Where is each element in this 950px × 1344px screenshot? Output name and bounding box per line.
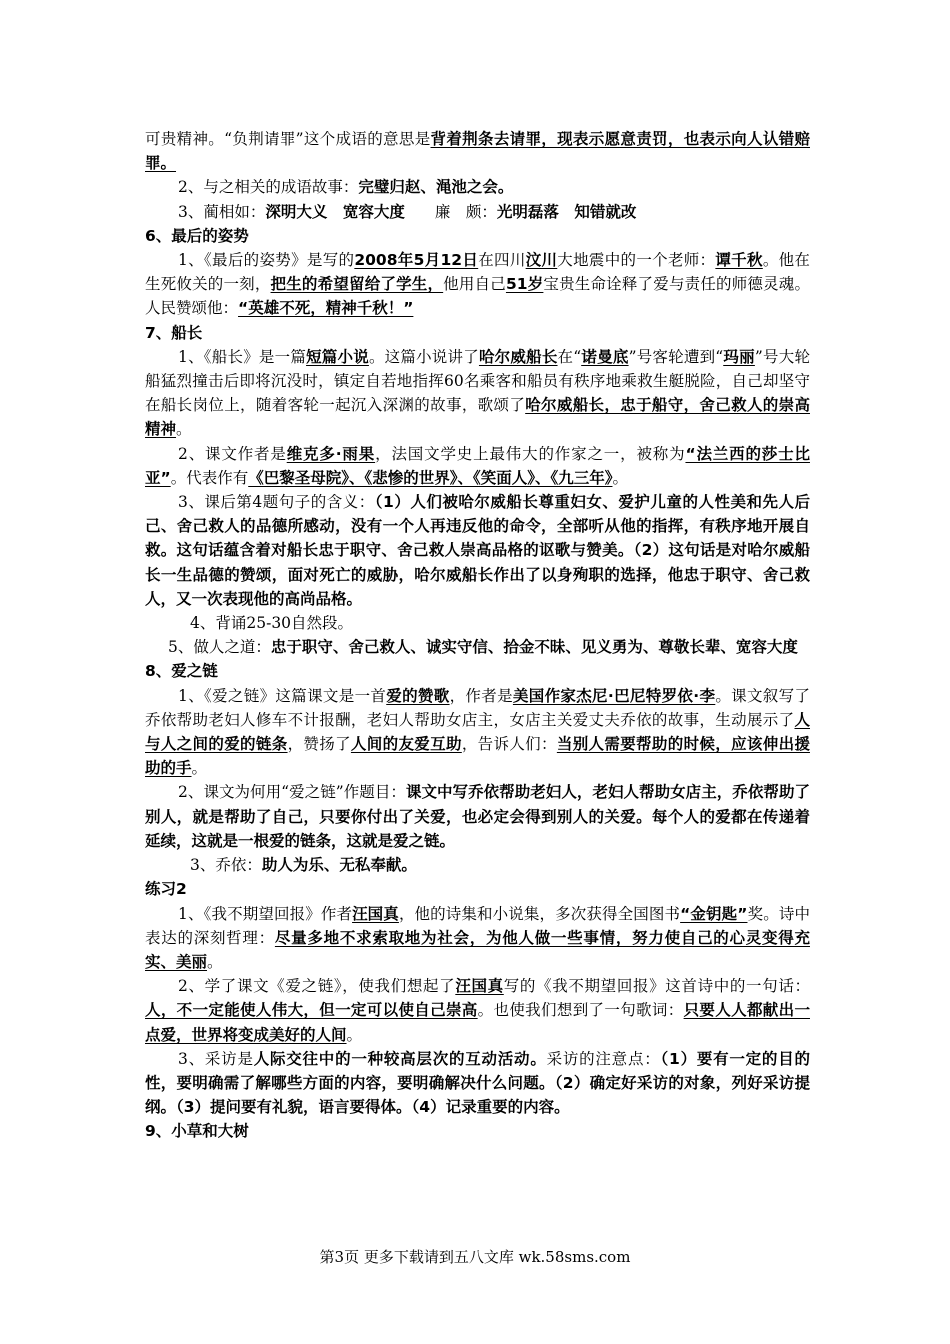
answer-text: 深明大义 宽容大度 (265, 202, 405, 221)
text-run: 。代表作有 (170, 468, 249, 487)
answer-text: 美国作家杰尼·巴尼特罗依·李 (512, 686, 716, 705)
section-7-paragraph-2 (145, 442, 810, 490)
text-run: 2、与之相关的成语故事： (178, 178, 359, 197)
section-8-paragraph-1 (145, 684, 810, 781)
text-run: 他用自己 (443, 275, 506, 294)
text-run: 。 (207, 952, 223, 971)
text-run: 5、做人之道： (168, 638, 271, 657)
answer-text: 哈尔威船长，忠于船守，舍己救人的崇高精神 (145, 396, 810, 439)
section-6-paragraph (145, 248, 810, 321)
text-run: 3、蔺相如： (178, 202, 266, 221)
section-heading-exercise-2: 练习2 (145, 880, 187, 899)
text-run: ”号大轮船猛烈撞击后即将沉没时，镇定自若地指挥60名乘客和船员有秩序地乘救生艇脱险，自己却坚守在船长岗位上，随着客轮一起沉入深渊的故事，歌颂了 (145, 347, 810, 415)
text-run: 3、采访是 (178, 1049, 254, 1068)
text-run: 。这篇小说讲了 (368, 347, 479, 366)
answer-text: 只要人人都献出一点爱，世界将变成美好的人间 (145, 1001, 810, 1044)
text-run: 。他在生死攸关的一刻， (145, 251, 810, 294)
section-7-paragraph-5 (145, 635, 810, 659)
answer-text: 当别人需要帮助的时候，应该伸出援助的手 (145, 735, 810, 778)
answer-text: 诺曼底 (581, 347, 629, 366)
answer-text: 汪国真 (455, 977, 504, 996)
text-run: 大地震中的一个老师： (557, 251, 716, 270)
text-run: ”号客轮遭到“ (628, 347, 724, 366)
page-content (145, 127, 810, 1144)
page-footer: 第3页 更多下载请到五八文库 wk.58sms.com (319, 1248, 631, 1266)
answer-text: 维克多·雨果 (286, 444, 376, 463)
answer-text: 人，不一定能使人伟大，但一定可以使自己崇高 (145, 1001, 478, 1020)
section-8-paragraph-3 (145, 853, 810, 877)
answer-text: “金钥匙” (680, 904, 748, 923)
text-run: 。也使我们想到了一句歌词： (477, 1001, 684, 1020)
section-heading-9: 9、小草和大树 (145, 1122, 249, 1141)
text-run: 。课文叙写了乔依帮助老妇人修车不计报酬，老妇人帮助女店主，女店主关爱丈夫乔依的故事，生动展示了 (145, 686, 810, 729)
answer-text: 51岁 (505, 275, 544, 294)
answer-text: 玛丽 (723, 347, 755, 366)
intro-item-3 (145, 200, 810, 224)
answer-text: （1）人们被哈尔威船长尊重妇女、爱护儿童的人性美和先人后己、舍己救人的品德所感动，没有一个人再违反他的命令，全部听从他的指挥，有秩序地开展自救。这句话蕴含着对船长忠于职守、舍己救人崇高品格的讴歌与赞美。（2）这句话是对哈尔威船长一生品德的赞颂，面对死亡的威胁，哈尔威船长作出了以身殉职的选择，他忠于职守、舍己救人，又一次表现他的高尚品格。 (145, 493, 810, 608)
answer-text: 背着荆条去请罪，现表示愿意责罚，也表示向人认错赔罪。 (145, 130, 810, 173)
answer-text: 短篇小说 (306, 347, 369, 366)
answer-text: 汪国真 (352, 904, 399, 923)
text-run: 1、《最后的姿势》是写的 (178, 251, 355, 270)
text-run: 采访的注意点： (546, 1049, 661, 1068)
answer-text: （1）要有一定的目的性，要明确需了解哪些方面的内容，要明确解决什么问题。（2）确定好采访的对象，列好采访提纲。（3）提问要有礼貌，语言要得体。（4）记录重要的内容。 (145, 1049, 810, 1117)
answer-text: “英雄不死，精神千秋！” (238, 299, 414, 318)
answer-text: 哈尔威船长 (478, 347, 558, 366)
text-run: ，赞扬了 (287, 735, 351, 754)
section-7-paragraph-4: 4、背诵25-30自然段。 (190, 614, 354, 633)
answer-text: 汶川 (525, 251, 558, 270)
text-run: 在“ (557, 347, 582, 366)
answer-text: 爱的赞歌 (386, 686, 450, 705)
text-run: 3、课后第4题句子的含义： (178, 493, 375, 512)
text-run: 奖。诗中表达的深刻哲理： (145, 904, 810, 947)
text-run: 廉 颇： (434, 202, 497, 221)
text-run: 。 (346, 1025, 363, 1044)
answer-text: 谭千秋 (715, 251, 763, 270)
answer-text: 光明磊落 知错就改 (496, 202, 637, 221)
text-run: 3、乔依： (190, 856, 262, 875)
answer-text: 《巴黎圣母院》、《悲惨的世界》、《笑面人》、《九三年》 (248, 468, 613, 487)
exercise-2-paragraph-2 (145, 974, 810, 1047)
section-7-paragraph-1 (145, 345, 810, 442)
text-run: 1、《船长》是一篇 (178, 347, 307, 366)
text-run: 宝贵生命诠释了爱与责任的师德灵魂。人民赞颂他： (145, 275, 810, 318)
answer-text: 2008年5月12日 (354, 251, 479, 270)
intro-paragraph (145, 127, 810, 175)
answer-text: 助人为乐、无私奉献。 (261, 856, 417, 875)
answer-text: 人间的友爱互助 (350, 735, 462, 754)
text-run: 。 (612, 468, 628, 487)
section-7-paragraph-3 (145, 490, 810, 611)
answer-text: 完璧归赵、渑池之会。 (358, 178, 514, 197)
text-run: 。 (176, 420, 192, 439)
text-run: 可贵精神。“负荆请罪”这个成语的意思是 (145, 130, 431, 148)
section-heading-8: 8、爱之链 (145, 662, 218, 681)
answer-text: 尽量多地不求索取地为社会，为他人做一些事情，努力使自己的心灵变得充实、美丽 (145, 928, 810, 971)
section-heading-6: 6、最后的姿势 (145, 226, 249, 245)
text-run: 在四川 (478, 251, 526, 270)
answer-text: 忠于职守、舍己救人、诚实守信、拾金不昧、见义勇为、尊敬长辈、宽容大度 (270, 638, 798, 657)
section-heading-7: 7、船长 (145, 323, 203, 342)
text-run: ，他的诗集和小说集，多次获得全国图书 (398, 904, 681, 923)
answer-text: 课文中写乔依帮助老妇人，老妇人帮助女店主，乔依帮助了别人，就是帮助了自己，只要你付出了关爱，也必定会得到别人的关爱。每个人的爱都在传递着延续，这就是一根爱的链条，这就是爱之链。 (145, 783, 810, 850)
intro-item-2 (145, 175, 810, 199)
text-run: 2、课文为何用“爱之链”作题目： (178, 783, 406, 802)
text-run: ，法国文学史上最伟大的作家之一，被称为 (375, 444, 686, 463)
exercise-2-paragraph-3 (145, 1047, 810, 1120)
exercise-2-paragraph-1 (145, 902, 810, 975)
answer-text: 把生的希望留给了学生， (270, 275, 444, 294)
text-run: ，告诉人们： (461, 735, 557, 754)
answer-text: 人与人之间的爱的链条 (145, 710, 810, 754)
text-run: 1、《我不期望回报》作者 (178, 904, 353, 923)
text-run: 1、《爱之链》这篇课文是一首 (178, 686, 387, 705)
answer-text: 人际交往中的一种较高层次的互动活动。 (253, 1049, 547, 1068)
answer-text: “法兰西的莎士比亚” (145, 444, 810, 487)
section-8-paragraph-2 (145, 780, 810, 853)
text-run: 2、课文作者是 (178, 444, 287, 463)
text-run: 写的《我不期望回报》这首诗中的一句话： (503, 977, 810, 996)
text-run: ，作者是 (449, 686, 513, 705)
text-run: 。 (191, 759, 208, 778)
text-run: 2、学了课文《爱之链》，使我们想起了 (178, 977, 456, 996)
